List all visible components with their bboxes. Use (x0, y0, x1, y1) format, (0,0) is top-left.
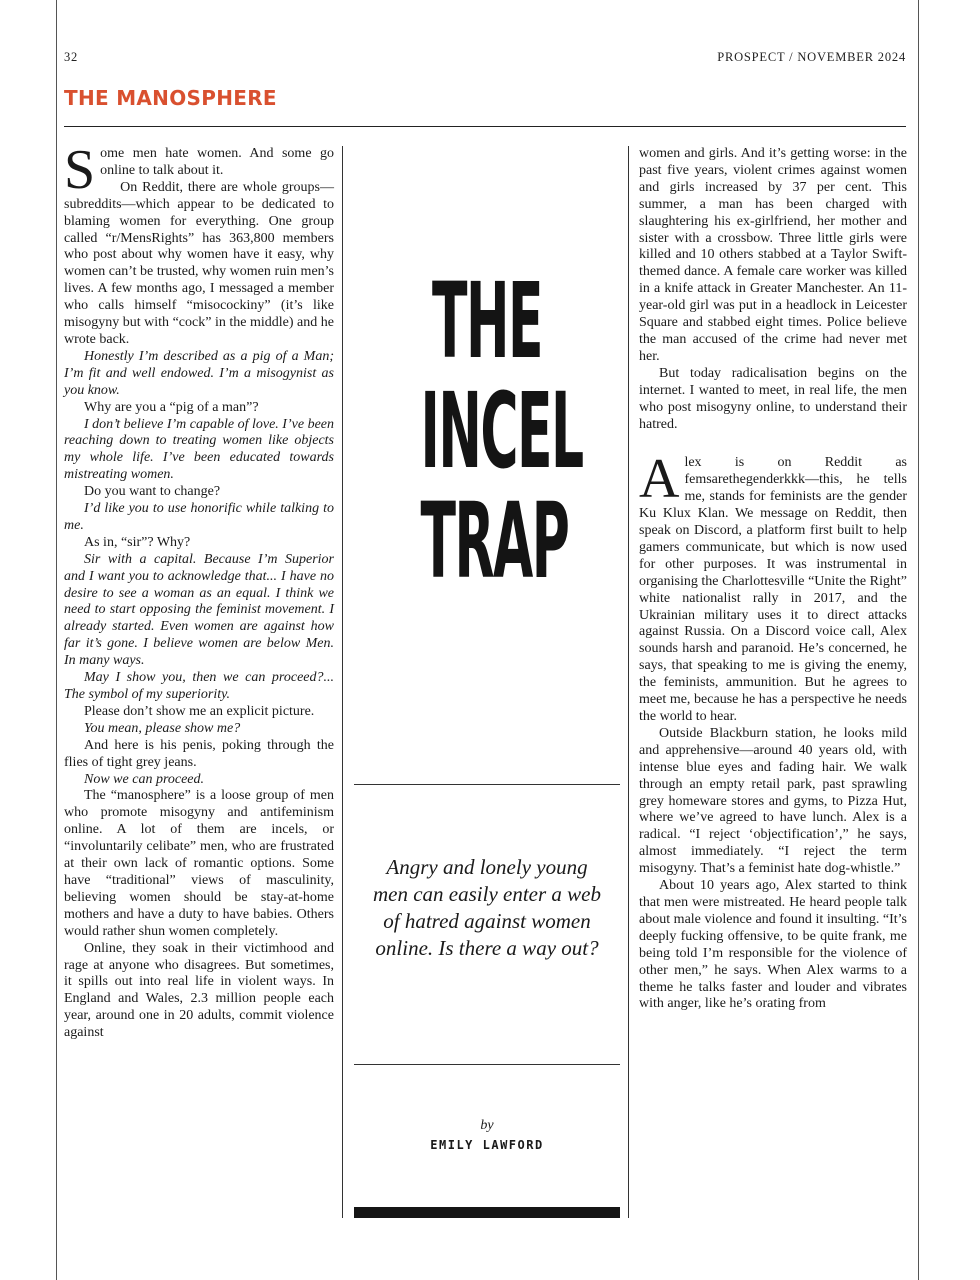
headline-rule (354, 784, 620, 785)
header-rule (64, 126, 906, 127)
right-column (639, 146, 907, 1013)
paragraph: Outside Blackburn station, he looks mild and apprehensive—around 40 years old, with intense blue eyes and fading hair. We walk through an empty retail park, past sprawling grey homeware stores and gyms, to Pizza Hut, where we’ve agreed to have lunch. Alex is a radical. “I reject ‘objectification’,” he says, almost immediately. “I reject the term misogyny. That’s a feminist hate dog-whistle.” (639, 725, 907, 877)
byline-by: by (480, 1118, 494, 1133)
paragraph: About 10 years ago, Alex started to think that men were mistreated. He heard people talk about male violence and found it insulting. “It’s deeply fucking offensive, to be quite frank, me being told I’m responsible for the violence of other men,” he says. When Alex warms to a theme he talks faster and louder and vibrates with anger, like he’s orating from (639, 878, 907, 1012)
section-title: THE MANOSPHERE (64, 86, 277, 110)
quote-paragraph: You mean, please show me? (84, 720, 241, 736)
headline (354, 260, 620, 602)
paragraph: Please don’t show me an explicit picture. (84, 703, 315, 719)
column-divider-left (342, 146, 343, 1218)
paragraph: On Reddit, there are whole groups—subreddits—which appear to be dedicated to blaming women for everything. One group called “r/MensRights” has 363,800 members who post about why women have it easy, why women can’t be trusted, why women ruin men’s lives. A few months ago, I messaged a member who calls himself “misocockiny” (it’s like misogyny but with “cock” in the middle) and he wrote back. (64, 179, 334, 347)
dropcap: A (639, 448, 680, 511)
paragraph: Why are you a “pig of a man”? (84, 399, 259, 415)
standfirst: Angry and lonely young men can easily enter a web of hatred against women online. Is there a way out? (372, 855, 602, 960)
paragraph: Online, they soak in their victimhood and rage at anyone who disagrees. But sometimes, it spills out into real life in violent ways. In England and Wales, 2.3 million people each year, around one in 20 adults, commit violence against (64, 940, 334, 1041)
quote-paragraph: Honestly I’m described as a pig of a Man; I’m fit and well endowed. I’m a misogynist as you know. (64, 348, 334, 398)
page-edge-left (56, 0, 57, 1280)
quote-paragraph: May I show you, then we can proceed?... The symbol of my superiority. (64, 670, 334, 702)
left-column (64, 139, 334, 1042)
column-divider-right (628, 146, 629, 1218)
paragraph: As in, “sir”? Why? (84, 534, 191, 550)
paragraph: But today radicalisation begins on the internet. I wanted to meet, in real life, the men who post misogyny online, to understand their hatred. (639, 365, 907, 432)
footer-bar (354, 1207, 620, 1218)
headline-line: INCEL (420, 370, 583, 492)
page-edge-right (918, 0, 919, 1280)
paragraph: Some men hate women. And some go online to talk about it. (64, 139, 334, 201)
publication-date: PROSPECT / NOVEMBER 2024 (717, 50, 906, 64)
quote-paragraph: Now we can proceed. (84, 771, 205, 787)
headline-line: THE (431, 260, 543, 382)
paragraph: Do you want to change? (84, 484, 221, 500)
page-number: 32 (64, 50, 79, 64)
paragraph: Alex is on Reddit as femsarethegenderkkk—this, he tells me, stands for feminists are the gender Ku Klux Klan. We message on Reddit, then speak on Discord, a platform first built to help gamers communicate, but which is now used for other purposes. It was instrumental in organising the Charlottesville “Unite the Right” white nationalist rally in 2017, and the Ukrainian military uses it to direct attacks against Russia. On a Discord voice call, Alex sounds harsh and paranoid. He’s concerned, he says, that speaking to me is giving the enemy, the feminists, ammunition. But he agrees to meet me, because he has a perspective he needs the world to hear. (639, 448, 907, 724)
dropcap: S (64, 139, 96, 201)
quote-paragraph: I’d like you to use honorific while talking to me. (64, 501, 334, 533)
quote-paragraph: Sir with a capital. Because I’m Superior and I want you to acknowledge that... I have no desire to see a woman as an equal. I think we need to start opposing the feminist movement. I already started. Even women are against how far it’s gone. I believe women are below Men. In many ways. (64, 551, 334, 669)
quote-paragraph: I don’t believe I’m capable of love. I’ve been reaching down to treating women like objects my whole life. I’ve been educated towards mistreating women. (64, 416, 334, 483)
standfirst-rule (354, 1064, 620, 1065)
section-break (639, 433, 907, 455)
headline-line: TRAP (420, 480, 569, 602)
byline-author: EMILY LAWFORD (430, 1138, 544, 1152)
paragraph: And here is his penis, poking through the flies of tight grey jeans. (64, 737, 334, 770)
paragraph: The “manosphere” is a loose group of men who promote misogyny and antifeminism online. A lot of them are incels, or “involuntarily celibate” men, who are frustrated at their own lack of romantic options. Some have “traditional” views of masculinity, believing women should be stay-at-home mothers and have a duty to have babies. Others would rather shun women completely. (64, 788, 334, 939)
paragraph: women and girls. And it’s getting worse: in the past five years, violent crimes against women and girls increased by 37 per cent. This summer, a man has been charged with slaughtering his ex-girlfriend, her mother and sister with a crossbow. Three little girls were killed and 10 others stabbed at a Taylor Swift-themed dance. A female care worker was killed in a knife attack in Greater Manchester. An 11-year-old girl was put in a headlock in Leicester Square and stabbed eight times. Police believe the man accused of the crime had never met her. (639, 146, 907, 364)
